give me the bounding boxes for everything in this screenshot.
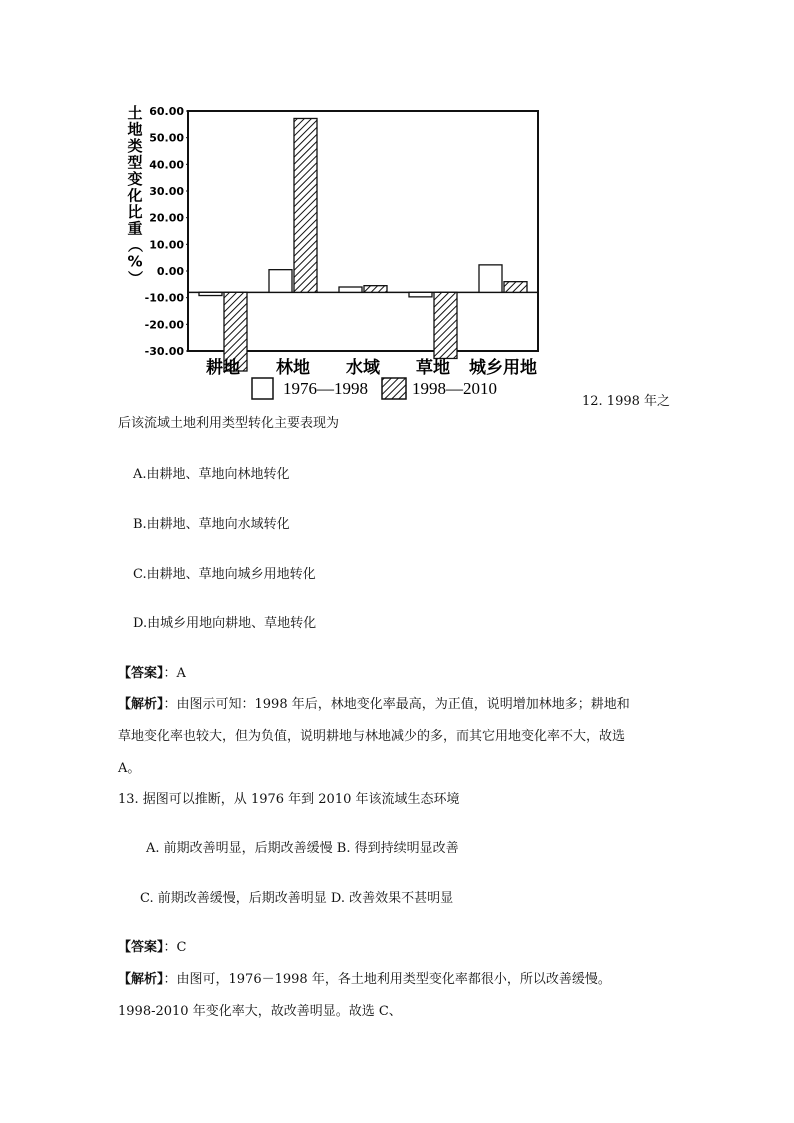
y-axis-label-char: 土 (127, 104, 143, 122)
y-axis-label (126, 104, 144, 286)
category-label: 耕地 (206, 358, 240, 378)
bar-series1-4 (479, 265, 502, 292)
legend-label-series2: 1998—2010 (412, 379, 497, 398)
y-axis-label-char: 比 (127, 203, 143, 221)
legend-swatch-hollow (252, 378, 273, 399)
category-label: 林地 (276, 358, 310, 378)
y-tick-label: 0.00 (156, 265, 184, 278)
bar-series1-3 (409, 292, 432, 297)
q13-analysis-line-1 (118, 970, 611, 990)
legend-label-series1: 1976—1998 (283, 379, 368, 398)
answer-value: ：A (163, 666, 186, 681)
category-label: 水域 (346, 358, 380, 378)
y-axis-label-char: 地 (127, 120, 143, 139)
y-tick-label: 20.00 (149, 211, 184, 225)
y-tick-label: -30.00 (144, 345, 184, 358)
q12-answer (118, 664, 186, 684)
bar-series1-2 (339, 287, 362, 292)
q13-options-cd: C. 前期改善缓慢，后期改善明显 D. 改善效果不甚明显 (140, 891, 454, 906)
y-tick-label: 30.00 (149, 185, 184, 198)
category-label: 城乡用地 (469, 358, 537, 378)
y-tick-label: -20.00 (144, 318, 184, 332)
q13-analysis-line-2: 1998-2010 年变化率大，故改善明显。故选 C、 (118, 1004, 402, 1019)
bar-series2-2 (364, 286, 387, 293)
bar-series2-1 (294, 118, 317, 292)
y-tick-label: 40.00 (149, 158, 184, 172)
y-axis-label-char: 化 (127, 186, 143, 205)
y-axis-ticks (145, 105, 188, 358)
land-use-change-chart (100, 96, 600, 406)
bar-series1-1 (269, 270, 292, 293)
analysis-text: ：由图可，1976－1998 年，各土地利用类型变化率都很小，所以改善缓慢。 (163, 972, 611, 987)
y-axis-label-char: 类 (127, 137, 143, 155)
q13-options-ab: A. 前期改善明显，后期改善缓慢 B. 得到持续明显改善 (146, 841, 459, 856)
y-axis-label-char: （ (126, 237, 144, 253)
answer-label: 【答案】 (118, 666, 164, 681)
analysis-label: 【解析】 (118, 697, 164, 712)
legend-swatch-hatched (382, 378, 406, 399)
category-labels (206, 357, 537, 378)
y-axis-label-char: ） (126, 270, 144, 286)
q13-answer (118, 938, 186, 958)
y-axis-label-char: 型 (127, 153, 143, 172)
answer-value: ：C (163, 940, 187, 955)
q12-analysis-line-1 (118, 695, 630, 715)
q12-analysis-line-2: 草地变化率也较大，但为负值，说明耕地与林地减少的多，而其它用地变化率不大，故选 (118, 729, 626, 744)
q12-number: 12. 1998 年之 (582, 394, 671, 409)
y-tick-label: -10.00 (144, 291, 184, 305)
q13-stem: 13. 据图可以推断，从 1976 年到 2010 年该流域生态环境 (118, 792, 460, 807)
analysis-label: 【解析】 (118, 972, 164, 987)
bars (199, 118, 527, 371)
y-tick-label: 60.00 (149, 105, 184, 118)
analysis-text: ：由图示可知：1998 年后，林地变化率最高，为正值，说明增加林地多；耕地和 (163, 697, 630, 712)
category-label: 草地 (416, 358, 450, 378)
bar-series2-4 (504, 282, 527, 293)
y-tick-label: 50.00 (149, 131, 184, 145)
q12-analysis-line-3: A。 (118, 761, 141, 776)
y-axis-label-char: % (127, 252, 143, 271)
chart-svg (100, 96, 600, 406)
q12-option-b: B.由耕地、草地向水域转化 (133, 517, 290, 532)
q12-option-a: A.由耕地、草地向林地转化 (133, 467, 290, 482)
bar-series2-3 (434, 292, 457, 358)
y-axis-label-char: 重 (127, 219, 143, 238)
q12-stem: 后该流域土地利用类型转化主要表现为 (118, 416, 340, 431)
bar-series1-0 (199, 292, 222, 295)
answer-label: 【答案】 (118, 940, 164, 955)
y-tick-label: 10.00 (149, 238, 184, 252)
q12-option-d: D.由城乡用地向耕地、草地转化 (133, 616, 317, 631)
q12-option-c: C.由耕地、草地向城乡用地转化 (133, 567, 316, 582)
y-axis-label-char: 变 (127, 170, 143, 188)
legend (252, 378, 497, 399)
